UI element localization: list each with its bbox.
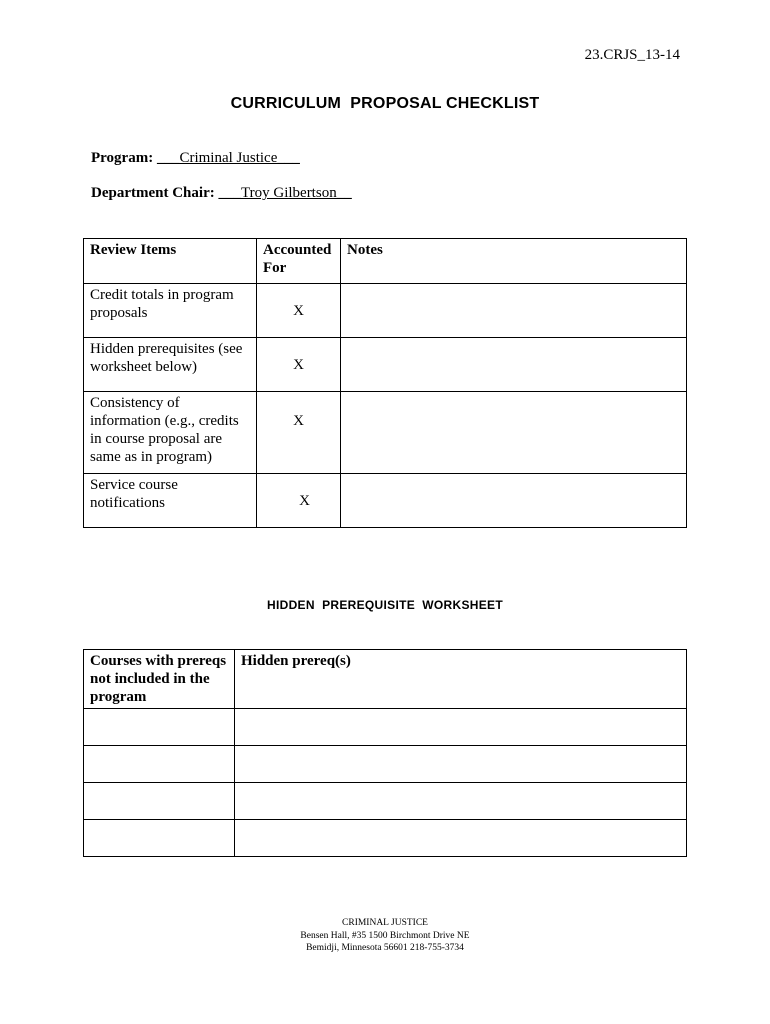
page-title: CURRICULUM PROPOSAL CHECKLIST	[230, 95, 540, 112]
table-row	[84, 783, 687, 820]
header-hidden-prereqs: Hidden prereq(s)	[235, 650, 687, 709]
program-value: ___Criminal Justice___	[156, 150, 300, 166]
table-header-row	[84, 650, 687, 709]
review-item: Service course notifications	[84, 474, 257, 528]
table-header-row	[84, 239, 687, 284]
program-field	[91, 150, 300, 167]
review-items-table	[83, 238, 687, 528]
notes-cell	[341, 338, 687, 392]
review-item: Consistency of information (e.g., credits in course proposal are same as in program)	[84, 392, 257, 474]
prereq-cell	[235, 820, 687, 857]
department-chair-label: Department Chair:	[91, 185, 215, 201]
header-courses: Courses with prereqs not included in the program	[84, 650, 235, 709]
course-cell	[84, 709, 235, 746]
footer-city-phone: Bemidji, Minnesota 56601 218-755-3734	[306, 943, 464, 953]
table-row	[84, 820, 687, 857]
footer-address	[0, 917, 770, 955]
prereq-cell	[235, 709, 687, 746]
table-row	[84, 746, 687, 783]
department-chair-field	[91, 185, 352, 202]
table-row	[84, 338, 687, 392]
accounted-mark: X	[257, 284, 341, 338]
worksheet-title: HIDDEN PREREQUISITE WORKSHEET	[267, 598, 503, 612]
accounted-mark: X	[257, 338, 341, 392]
prereq-cell	[235, 746, 687, 783]
notes-cell	[341, 474, 687, 528]
program-label: Program:	[91, 150, 154, 166]
prereq-cell	[235, 783, 687, 820]
table-row	[84, 474, 687, 528]
header-review-items: Review Items	[84, 239, 257, 284]
accounted-mark: X	[257, 474, 341, 528]
review-item: Hidden prerequisites (see worksheet below)	[84, 338, 257, 392]
table-row	[84, 709, 687, 746]
accounted-mark: X	[257, 392, 341, 474]
document-id: 23.CRJS_13-14	[584, 47, 680, 63]
table-row	[84, 392, 687, 474]
department-chair-value: ___Troy Gilbertson__	[218, 185, 352, 201]
course-cell	[84, 820, 235, 857]
notes-cell	[341, 392, 687, 474]
hidden-prereq-table	[83, 649, 687, 857]
notes-cell	[341, 284, 687, 338]
course-cell	[84, 746, 235, 783]
footer-street: Bensen Hall, #35 1500 Birchmont Drive NE	[300, 930, 470, 941]
course-cell	[84, 783, 235, 820]
header-notes: Notes	[341, 239, 687, 284]
header-accounted-for: Accounted For	[257, 239, 341, 284]
footer-department: CRIMINAL JUSTICE	[342, 918, 428, 928]
review-item: Credit totals in program proposals	[84, 284, 257, 338]
table-row	[84, 284, 687, 338]
